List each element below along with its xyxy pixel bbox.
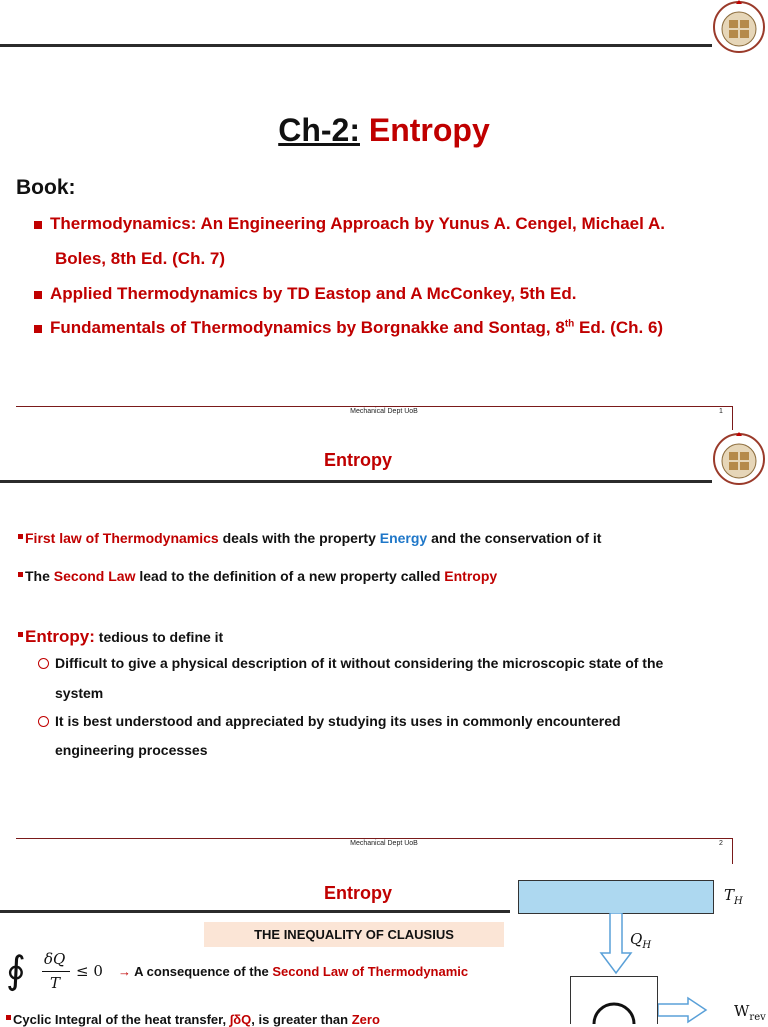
clausius-formula	[6, 944, 132, 1000]
title-main: Entropy	[368, 112, 490, 148]
university-logo	[712, 0, 766, 54]
slide3-top-rule	[0, 910, 510, 913]
arrow-right-icon: →	[118, 964, 131, 979]
slide1-page-number: 1	[719, 408, 723, 415]
book-item-1-cont: Boles, 8th Ed. (Ch. 7)	[55, 249, 226, 268]
slide1-title	[0, 112, 768, 149]
first-law-line: First law of Thermodynamics deals with the property Energy and the conservation of it	[18, 530, 601, 546]
sub-point-2: It is best understood and appreciated by studying its uses in commonly encountered	[38, 713, 621, 729]
title-prefix: Ch-2:	[278, 112, 360, 148]
slide2-page-number: 2	[719, 840, 723, 847]
reservoir-temperature-label: $T_H$	[724, 886, 743, 907]
cyclic-integral-line: Cyclic Integral of the heat transfer, ∫δQ, is greater than Zero	[6, 1012, 380, 1027]
bullet-square-icon	[18, 572, 23, 577]
contour-integral-symbol: ∮	[6, 948, 26, 992]
work-output-arrow-icon	[658, 996, 708, 1024]
book-label: Book:	[16, 176, 76, 199]
slide3-title: Entropy	[323, 883, 392, 903]
hot-reservoir-box	[518, 880, 714, 914]
bullet-square-icon	[34, 291, 42, 299]
work-output-label: $W_{rev}$	[734, 1002, 766, 1023]
bullet-square-icon	[6, 1015, 11, 1020]
second-law-line: The Second Law lead to the definition of a new property called Entropy	[18, 568, 497, 584]
slide1-footer-rule	[16, 406, 732, 407]
slide2-footer: Mechanical Dept UoB	[350, 840, 418, 847]
slide2-top-rule	[0, 480, 712, 483]
fraction-bar	[42, 971, 70, 972]
sub-point-1-cont: system	[55, 685, 104, 701]
circle-bullet-icon	[38, 716, 49, 727]
bullet-square-icon	[18, 534, 23, 539]
book-item-1: Thermodynamics: An Engineering Approach by Yunus A. Cengel, Michael A.	[34, 214, 665, 234]
consequence-line: → A consequence of the Second Law of Thermodynamic	[118, 964, 469, 979]
delta-q: δQ	[44, 950, 66, 968]
bullet-square-icon	[34, 221, 42, 229]
book-item-2: Applied Thermodynamics by TD Eastop and A McConkey, 5th Ed.	[34, 284, 576, 304]
le-zero: ≤ 0	[76, 962, 103, 980]
bullet-square-icon	[18, 632, 23, 637]
book-item-3: Fundamentals of Thermodynamics by Borgnakke and Sontag, 8th Ed. (Ch. 6)	[34, 318, 663, 338]
sub-point-2-cont: engineering processes	[55, 742, 208, 758]
slide1-top-rule	[0, 44, 712, 47]
slide2-footer-rule	[16, 838, 732, 839]
engine-circle-icon	[590, 986, 638, 1024]
circle-bullet-icon	[38, 658, 49, 669]
heat-flow-down-arrow-icon	[598, 913, 634, 975]
temperature-t: T	[50, 974, 61, 992]
slide2-title: Entropy	[323, 450, 392, 470]
slide1-footer: Mechanical Dept UoB	[350, 408, 418, 415]
clausius-heading: THE INEQUALITY OF CLAUSIUS	[204, 922, 504, 947]
entropy-line: Entropy: tedious to define it	[18, 627, 223, 647]
university-logo	[712, 432, 766, 486]
bullet-square-icon	[34, 325, 42, 333]
sub-point-1: Difficult to give a physical description of it without considering the microscopic state of the	[38, 655, 663, 671]
heat-input-label: $Q_H$	[630, 930, 652, 951]
